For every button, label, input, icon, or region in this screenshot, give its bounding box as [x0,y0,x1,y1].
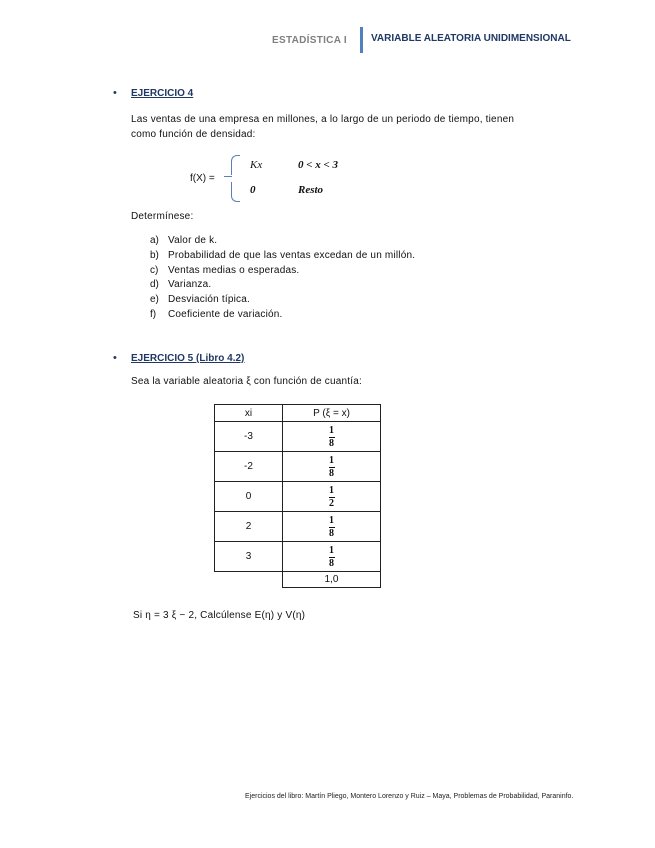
ex4-determine: Determínese: [131,211,194,222]
frac-num: 1 [329,454,334,466]
list-item-text: Desviación típica. [168,294,250,305]
ex5-title [131,353,244,364]
header-divider [360,27,363,53]
frac-den: 2 [329,497,334,509]
brace-top [231,155,240,175]
formula-case1-cond: 0 < x < 3 [298,159,339,171]
table-total-value: 1,0 [283,572,381,588]
table-cell-x: 2 [215,512,283,542]
brace-tip [224,176,232,177]
list-item-text: Coeficiente de variación. [168,309,283,320]
formula-case2-expr: 0 [250,184,256,196]
ex5-subtitle: (Libro 4.2) [196,353,245,364]
list-item-label: a) [150,235,159,246]
frac-den: 8 [329,557,334,569]
frac-num: 1 [329,424,334,436]
formula-lhs: f(X) = [190,173,215,184]
table-cell-prob [283,452,381,482]
list-item-label: d) [150,279,159,290]
list-item-label: c) [150,265,159,276]
table-total-blank [215,572,283,588]
frac-num: 1 [329,514,334,526]
table-cell-prob [283,422,381,452]
frac-den: 8 [329,527,334,539]
ex5-intro: Sea la variable aleatoria ξ con función de cuantía: [131,376,362,387]
list-item-text: Probabilidad de que las ventas excedan de un millón. [168,250,416,261]
footer-citation: Ejercicios del libro: Martín Pliego, Montero Lorenzo y Ruiz – Maya, Problemas de Probabilidad, Paraninfo. [245,793,574,800]
bullet-ex4: • [113,87,117,99]
table-row [215,452,381,482]
frac-den: 8 [329,437,334,449]
table-cell-prob [283,512,381,542]
brace-bottom [231,182,240,202]
frac-den: 8 [329,467,334,479]
table-header-row [215,405,381,422]
table-cell-prob [283,482,381,512]
ex4-intro-line1: Las ventas de una empresa en millones, a lo largo de un periodo de tiempo, tienen [131,114,515,125]
header-topic: VARIABLE ALEATORIA UNIDIMENSIONAL [371,33,571,44]
table-header-xi: xi [215,405,283,422]
frac-num: 1 [329,484,334,496]
probability-table [214,404,381,588]
table-row [215,482,381,512]
list-item-text: Valor de k. [168,235,218,246]
header-subject: ESTADÍSTICA I [272,35,348,46]
ex4-intro-line2: como función de densidad: [131,129,256,140]
table-cell-x: -3 [215,422,283,452]
table-cell-x: 0 [215,482,283,512]
frac-num: 1 [329,544,334,556]
table-row [215,542,381,572]
list-item-text: Ventas medias o esperadas. [168,265,300,276]
table-total-row [215,572,381,588]
list-item-label: e) [150,294,159,305]
table-cell-x: -2 [215,452,283,482]
table-header-prob: P (ξ = x) [283,405,381,422]
table-cell-prob [283,542,381,572]
formula-case1-expr: Kx [250,159,263,171]
ex4-title: EJERCICIO 4 [131,88,194,99]
list-item-label: b) [150,250,159,261]
list-item-text: Varianza. [168,279,212,290]
ex5-title-main: EJERCICIO 5 [131,353,197,364]
bullet-ex5: • [113,352,117,364]
table-cell-x: 3 [215,542,283,572]
list-item-label: f) [150,309,157,320]
formula-case2-cond: Resto [298,184,324,196]
table-row [215,512,381,542]
table-row [215,422,381,452]
ex5-question: Si η = 3 ξ − 2, Calcúlense E(η) y V(η) [133,610,306,621]
